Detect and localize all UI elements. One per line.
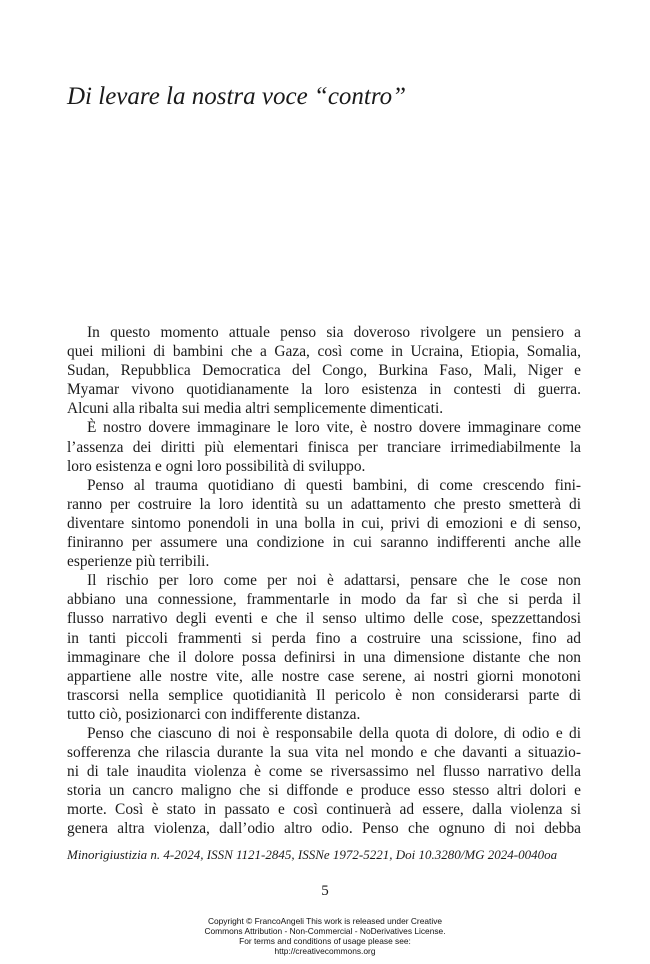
- text-line: Sudan, Repubblica Democratica del Congo, Burkina Faso, Mali, Niger e: [67, 362, 581, 380]
- text-line: genera altra violenza, dall’odio altro odio. Penso che ognuno di noi debba: [67, 820, 581, 838]
- text-line: sofferenza che rilascia durante la sua vita nel mondo e che davanti a situazio-: [67, 744, 581, 762]
- text-line: l’assenza dei diritti più elementari finisca per tranciare irrimediabilmente la: [67, 438, 581, 456]
- text-line: ranno per costruire la loro identità su un adattamento che presto smetterà di: [67, 495, 581, 513]
- text-line: immaginare che il dolore possa definirsi in una dimensione distante che non: [67, 648, 581, 666]
- text-line: È nostro dovere immaginare le loro vite, è nostro dovere immaginare come: [87, 419, 581, 437]
- text-line: ni di tale inaudita violenza è come se riversassimo nel flusso narrativo della: [67, 763, 581, 781]
- text-line: abbiano una connessione, frammentarle in modo da far sì che si perda il: [67, 591, 581, 609]
- body-paragraph: [67, 323, 581, 418]
- text-line: In questo momento attuale penso sia doveroso rivolgere un pensiero a: [87, 324, 581, 341]
- text-line: Myamar vivono quotidianamente la loro esistenza in contesti di guerra.: [67, 381, 581, 399]
- text-line: in tanti piccoli frammenti si perda fino a costruire una scissione, fino ad: [67, 629, 581, 647]
- page-number: 5: [321, 883, 329, 899]
- journal-citation: Minorigiustizia n. 4-2024, ISSN 1121-2845, ISSNe 1972-5221, Doi 10.3280/MG 2024-0040oa: [67, 847, 558, 862]
- text-line: quei milioni di bambini che a Gaza, così come in Ucraina, Etiopia, Somalia,: [67, 343, 581, 361]
- body-paragraph: [67, 571, 581, 724]
- text-line: Il rischio per loro come per noi è adattarsi, pensare che le cose non: [87, 572, 581, 590]
- text-line: finiranno per assumere una condizione in cui saranno indifferenti anche alle: [67, 534, 581, 552]
- text-line: morte. Così è stato in passato e così continuerà ad essere, dalla violenza si: [67, 801, 581, 819]
- license-url[interactable]: http://creativecommons.org: [274, 946, 376, 956]
- text-line: trascorsi nella semplice quotidianità Il pericolo è non considerarsi parte di: [67, 686, 581, 704]
- text-line: esperienze più terribili.: [67, 553, 210, 571]
- text-line: Penso al trauma quotidiano di questi bambini, di come crescendo fini-: [87, 476, 581, 494]
- text-line: storia un cancro maligno che si diffonde e produce esso stesso altri dolori e: [67, 782, 581, 800]
- body-paragraph: [67, 418, 581, 475]
- article-body: [67, 323, 581, 839]
- license-notice: [0, 916, 650, 956]
- text-line: appartiene alle nostre vite, alle nostre case serene, ai nostri giorni monotoni: [67, 667, 581, 685]
- text-line: diventare sintomo ponendoli in una bolla in cui, privi di emozioni e di senso,: [67, 514, 581, 532]
- license-line: Copyright © FrancoAngeli This work is released under Creative: [207, 916, 443, 926]
- body-paragraph: [67, 724, 581, 839]
- license-line: For terms and conditions of usage please see:: [239, 936, 411, 946]
- body-paragraph: [67, 476, 581, 571]
- text-line: Alcuni alla ribalta sui media altri semplicemente dimenticati.: [67, 400, 444, 418]
- text-line: loro esistenza e ogni loro possibilità di sviluppo.: [67, 457, 366, 475]
- text-line: Penso che ciascuno di noi è responsabile della quota di dolore, di odio e di: [87, 724, 581, 742]
- article-title: Di levare la nostra voce “contro”: [67, 83, 407, 110]
- text-line: flusso narrativo degli eventi e che il senso ultimo delle cose, spezzettandosi: [67, 610, 581, 628]
- license-line: Commons Attribution - Non-Commercial - NoDerivatives License.: [204, 926, 446, 936]
- text-line: tutto ciò, posizionarci con indifferente distanza.: [67, 705, 361, 723]
